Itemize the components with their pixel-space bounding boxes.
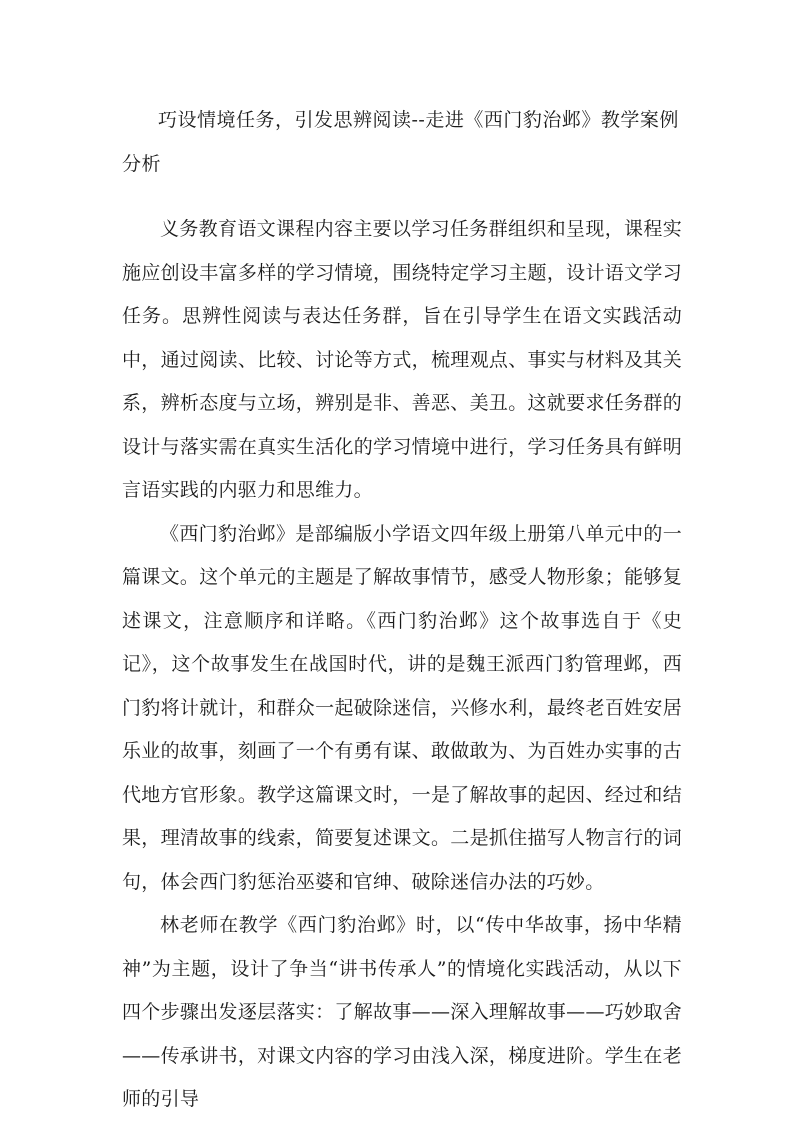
paragraph-3: 林老师在教学《西门豹治邺》时，以“传中华故事，扬中华精神”为主题，设计了争当“讲书传承人”的情境化实践活动，从以下四个步骤出发逐层落实：了解故事——深入理解故事——巧妙取舍——传承讲书，对课文内容的学习由浅入深，梯度进阶。学生在老师的引导 [122,914,682,1110]
paragraph-1: 义务教育语文课程内容主要以学习任务群组织和呈现，课程实施应创设丰富多样的学习情境，围绕特定学习主题，设计语文学习任务。思辨性阅读与表达任务群，旨在引导学生在语文实践活动中，通过阅读、比较、讨论等方式，梳理观点、事实与材料及其关系，辨析态度与立场，辨别是非、善恶、美丑。这就要求任务群的设计与落实需在真实生活化的学习情境中进行，学习任务具有鲜明言语实践的内驱力和思维力。 [122,218,682,501]
paragraph-2: 《西门豹治邺》是部编版小学语文四年级上册第八单元中的一篇课文。这个单元的主题是了解故事情节，感受人物形象；能够复述课文，注意顺序和详略。《西门豹治邺》这个故事选自于《史记》，这个故事发生在战国时代，讲的是魏王派西门豹管理邺，西门豹将计就计，和群众一起破除迷信，兴修水利，最终老百姓安居乐业的故事，刻画了一个有勇有谋、敢做敢为、为百姓办实事的古代地方官形象。教学这篇课文时，一是了解故事的起因、经过和结果，理清故事的线索，简要复述课文。二是抓住描写人物言行的词句，体会西门豹惩治巫婆和官绅、破除迷信办法的巧妙。 [122,522,682,893]
document-body [122,208,682,1122]
document-title: 巧设情境任务，引发思辨阅读--走进《西门豹治邺》教学案例分析 [122,109,679,175]
